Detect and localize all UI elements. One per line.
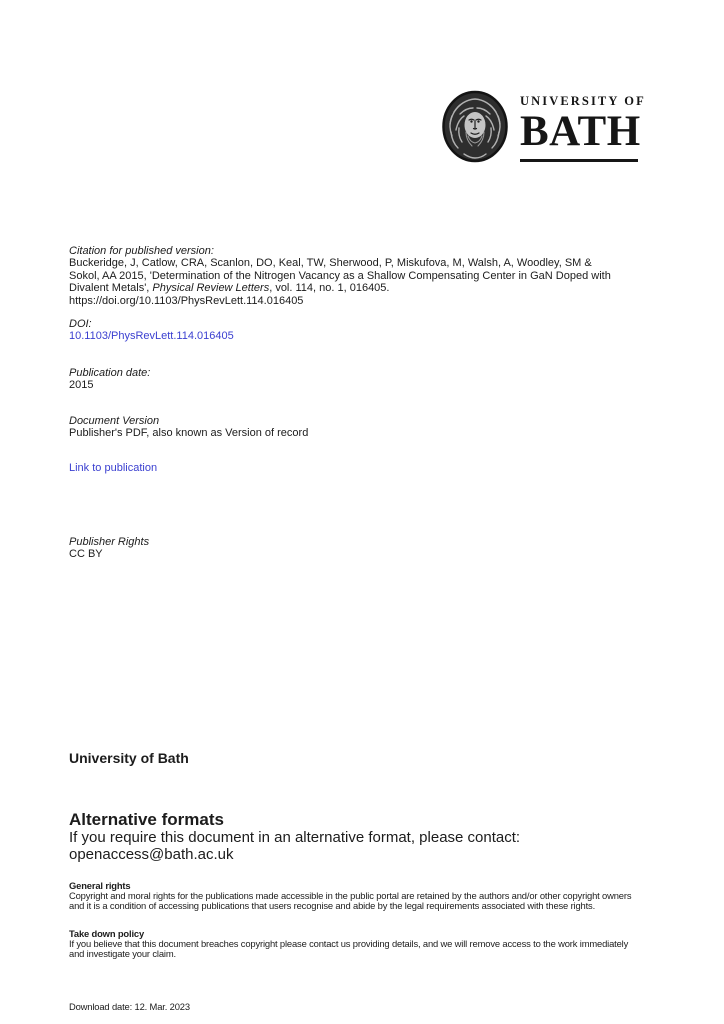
bath-wordmark: [520, 94, 646, 162]
logo-underline: [520, 159, 638, 162]
document-version-value: Publisher's PDF, also known as Version of record: [69, 427, 309, 440]
publisher-rights-value: CC BY: [69, 548, 103, 561]
open-access-email: openaccess@bath.ac.uk: [69, 846, 234, 863]
citation-journal-title: Physical Review Letters: [152, 282, 270, 295]
publisher-rights-section: [69, 536, 149, 561]
university-of-bath-heading: University of Bath: [69, 750, 189, 766]
general-rights-body-line: and it is a condition of accessing publications that users recognise and abide by the legal requirements associated with these rights.: [69, 899, 596, 911]
general-rights-body-line: Copyright and moral rights for the publications made accessible in the public portal are retained by the authors and/or other copyright owners: [69, 889, 632, 901]
citation-line3-post: , vol. 114, no. 1, 016405.: [269, 282, 390, 295]
citation-label: Citation for published version:: [69, 245, 214, 257]
logo-bath-text: BATH: [520, 108, 641, 155]
bath-logo: [442, 90, 672, 165]
citation-line3-pre: Divalent Metals',: [69, 282, 153, 295]
take-down-policy-heading: Take down policy: [69, 928, 145, 939]
general-rights-heading: General rights: [69, 880, 131, 891]
link-to-publication[interactable]: Link to publication: [69, 462, 158, 474]
general-rights-section: [69, 881, 631, 910]
doi-section: [69, 318, 234, 343]
publication-date-label: Publication date:: [69, 367, 151, 379]
publication-date-value: 2015: [69, 379, 94, 392]
take-down-policy-body-line: and investigate your claim.: [69, 947, 176, 959]
document-version-label: Document Version: [69, 415, 160, 427]
alternative-formats-section: [69, 810, 520, 863]
publisher-rights-label: Publisher Rights: [69, 536, 150, 548]
publication-date-section: [69, 367, 150, 392]
document-version-section: [69, 415, 308, 440]
doi-link[interactable]: 10.1103/PhysRevLett.114.016405: [69, 330, 234, 343]
citation-section: [69, 245, 611, 307]
doi-label: DOI:: [69, 318, 92, 330]
take-down-policy-body-line: If you believe that this document breaches copyright please contact us providing details, and we will remove access to the work immediately: [69, 937, 629, 949]
take-down-policy-section: [69, 929, 628, 958]
citation-doi-url: https://doi.org/10.1103/PhysRevLett.114.016405: [69, 294, 304, 307]
logo-university-of-text: UNIVERSITY OF: [520, 94, 646, 108]
citation-line: [69, 282, 611, 294]
bath-crest-icon: [442, 90, 508, 163]
citation-line: Sokol, AA 2015, 'Determination of the Nitrogen Vacancy as a Shallow Compensating Center in GaN Doped with: [69, 269, 611, 282]
alternative-formats-heading: Alternative formats: [69, 810, 224, 829]
citation-line: Buckeridge, J, Catlow, CRA, Scanlon, DO, Keal, TW, Sherwood, P, Miskufova, M, Walsh, A, Woodley, SM &: [69, 257, 592, 270]
download-date: Download date: 12. Mar. 2023: [69, 1001, 190, 1012]
link-to-publication-row: [69, 462, 157, 474]
alternative-formats-text: If you require this document in an alternative format, please contact:: [69, 829, 521, 846]
